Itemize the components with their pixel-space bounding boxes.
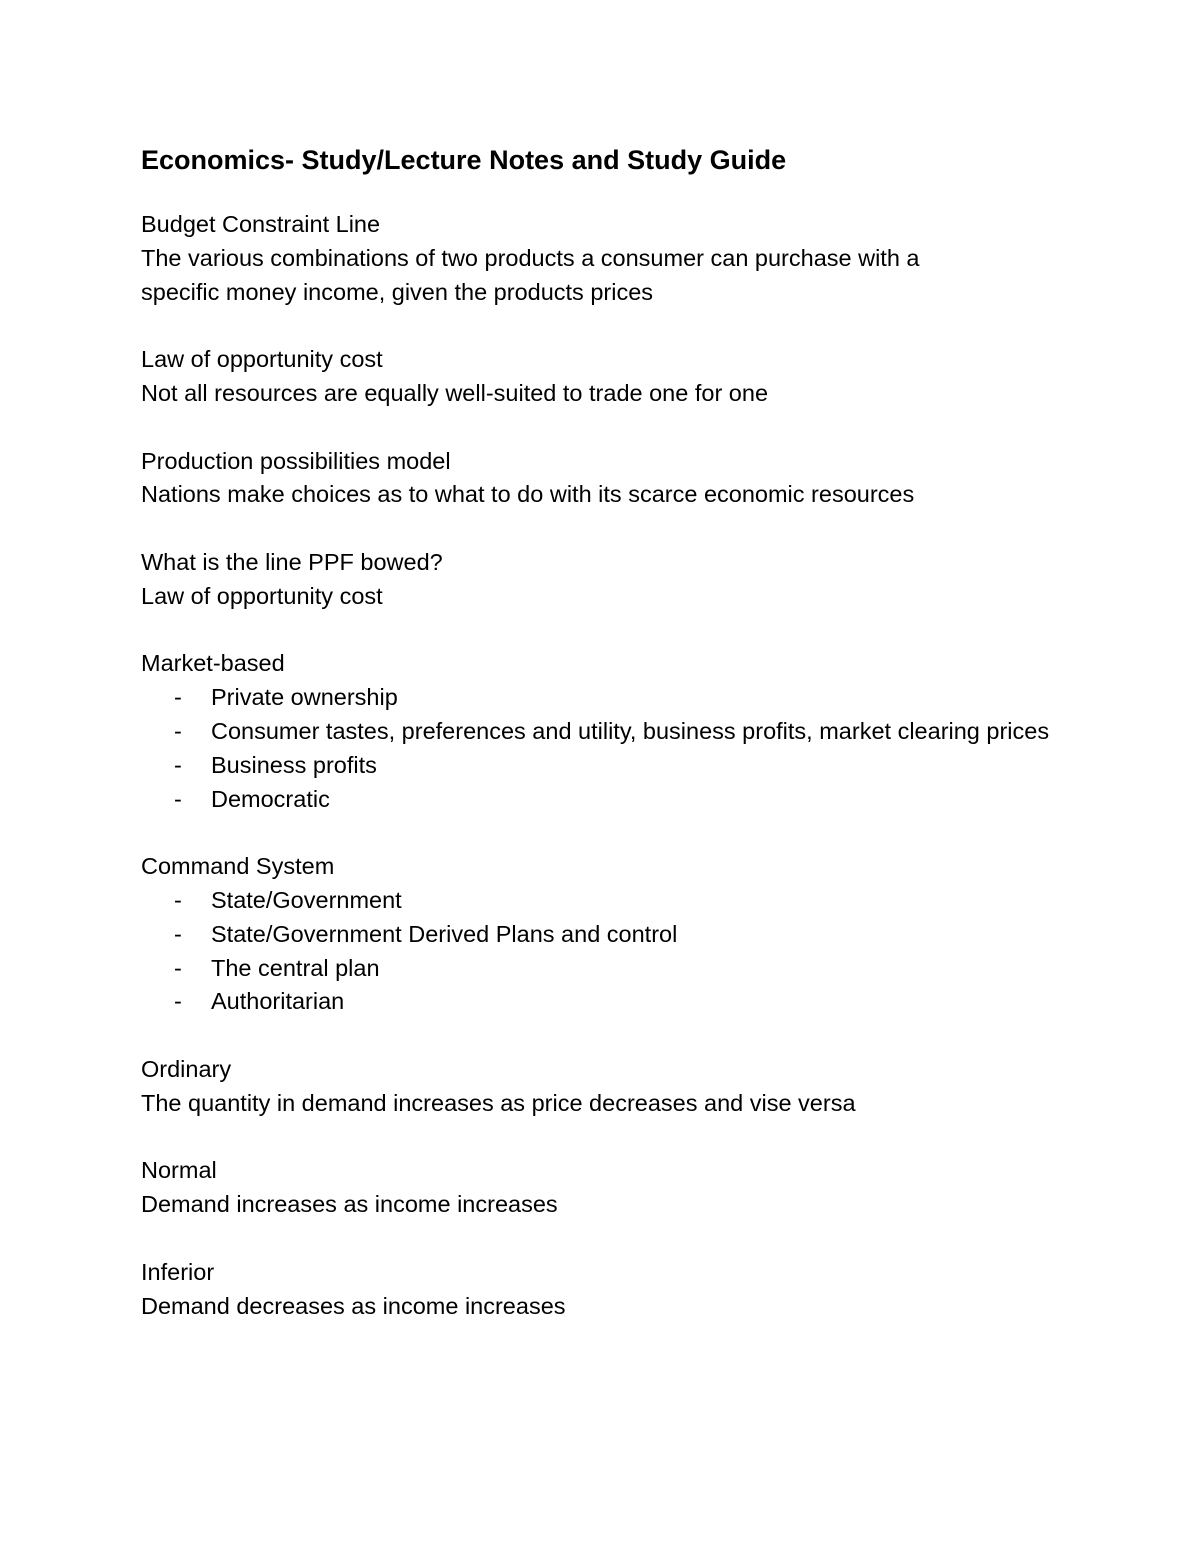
list-item-text: Democratic <box>211 785 330 812</box>
section-production-possibilities-model <box>141 445 1071 513</box>
bullet-dash: - <box>174 886 182 913</box>
list-item <box>141 952 1071 986</box>
section-market-based <box>141 647 1071 816</box>
section-body: The various combinations of two products a consumer can purchase with a specific money income, given the products prices <box>141 244 920 305</box>
section-body: The quantity in demand increases as price decreases and vise versa <box>141 1089 856 1116</box>
list-item-text: State/Government Derived Plans and control <box>211 920 678 947</box>
document-content <box>141 140 1071 1357</box>
bullet-dash: - <box>174 785 182 812</box>
section-normal <box>141 1154 1071 1222</box>
bullet-dash: - <box>174 684 182 711</box>
section-heading: Production possibilities model <box>141 447 451 474</box>
section-body: Nations make choices as to what to do with its scarce economic resources <box>141 481 915 508</box>
section-heading: Normal <box>141 1157 217 1184</box>
section-command-system <box>141 850 1071 1019</box>
section-inferior <box>141 1256 1071 1324</box>
section-body: Law of opportunity cost <box>141 582 383 609</box>
bullet-dash: - <box>174 988 182 1015</box>
bullet-dash: - <box>174 920 182 947</box>
list-item-text: State/Government <box>211 886 402 913</box>
bullet-dash: - <box>174 717 182 744</box>
section-budget-constraint-line <box>141 208 1071 309</box>
bullet-dash: - <box>174 751 182 778</box>
section-heading: Market-based <box>141 650 285 677</box>
section-heading: What is the line PPF bowed? <box>141 548 443 575</box>
section-body: Not all resources are equally well-suited to trade one for one <box>141 379 769 406</box>
list-item <box>141 749 1071 783</box>
list-item-text: The central plan <box>211 954 380 981</box>
document-title: Economics- Study/Lecture Notes and Study Guide <box>141 145 787 175</box>
section-heading: Law of opportunity cost <box>141 346 383 373</box>
section-heading: Budget Constraint Line <box>141 211 381 237</box>
bullet-list <box>141 681 1071 816</box>
section-law-of-opportunity-cost <box>141 343 1071 411</box>
list-item <box>141 681 1071 715</box>
list-item-text: Business profits <box>211 751 377 778</box>
list-item-text: Private ownership <box>211 684 398 711</box>
list-item <box>141 715 1071 749</box>
list-item <box>141 985 1071 1019</box>
section-heading: Inferior <box>141 1258 215 1285</box>
list-item-text: Consumer tastes, preferences and utility, business profits, market clearing prices <box>211 717 1050 744</box>
section-body: Demand decreases as income increases <box>141 1292 566 1319</box>
section-heading: Ordinary <box>141 1055 232 1082</box>
bullet-dash: - <box>174 954 182 981</box>
list-item <box>141 783 1071 817</box>
section-body: Demand increases as income increases <box>141 1191 558 1218</box>
section-heading: Command System <box>141 853 335 880</box>
list-item <box>141 884 1071 918</box>
bullet-list <box>141 884 1071 1019</box>
section-ordinary <box>141 1053 1071 1121</box>
list-item-text: Authoritarian <box>211 988 345 1015</box>
section-ppf-bowed <box>141 546 1071 614</box>
list-item <box>141 918 1071 952</box>
